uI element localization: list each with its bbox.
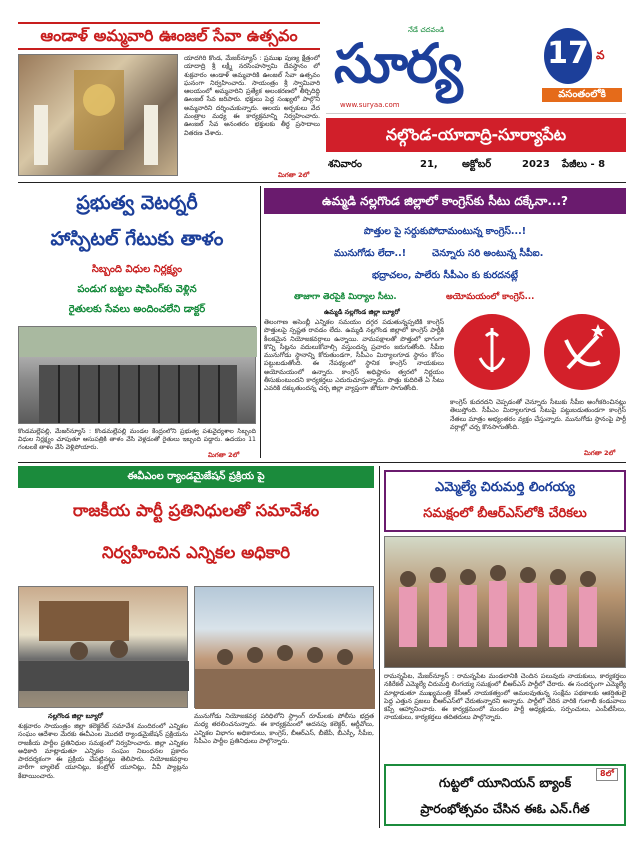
congress-q4b: అయోమయంలో కాంగ్రెస్... <box>446 292 535 302</box>
dateline-month: అక్టోబర్ <box>462 159 492 170</box>
anniversary-number: 17 <box>547 36 589 71</box>
top-story-more: మిగతా 2లో <box>278 171 310 179</box>
evm-story <box>18 466 374 828</box>
evm-headline-1: రాజకీయ పార్టీ ప్రతినిధులతో సమావేశం <box>72 501 320 520</box>
rule-top <box>18 182 626 183</box>
vet-headline-2: హాస్పిటల్ గేటుకు తాళం <box>50 228 224 250</box>
evm-kicker: ఈవీఎంల ర్యాండమైజేషన్ ప్రక్రియ పై <box>18 466 374 488</box>
evm-meeting-photo-1 <box>18 586 188 708</box>
temple-photo <box>18 54 178 176</box>
mla-group-photo <box>384 536 626 668</box>
rule-vert-mid <box>260 186 261 458</box>
dateline-day: శనివారం <box>328 159 362 170</box>
evm-meeting-photo-2 <box>194 586 374 708</box>
union-bank-box <box>384 764 626 826</box>
congress-q1: పొత్తుల పై సర్దుకుపోదామంటున్న కాంగ్రెస్...! <box>363 226 527 237</box>
mla-story <box>384 470 626 760</box>
evm-meeting-art-2 <box>195 587 375 709</box>
vet-sub-1: సిబ్బంది విధుల నిర్లక్ష్యం <box>91 264 183 275</box>
congress-body: తెలంగాణ అసెంబ్లీ ఎన్నికల సమయం దగ్గర పడుతున్నప్పటికి కాంగ్రెస్ పొత్తులపై స్పష్టత రావడం లేదు. ఉమ్మడి నల్లగొండ జిల్లాలో కాంగ్రెస్ పార్టీకి కీలకమైన నియోజకవర్గాలు ఉన్నాయి. వామపక్షాలతో పొత్తులో భాగంగా కొన్ని సీట్లను వదులుకోవాల్సి వస్తుందన్న ప్రచారం జరుగుతోంది. సీపీఐ మునుగోడు స్థానాన్ని కోరుతుండగా, సీపీఎం మిర్యాలగూడ స్థానం కోసం పట్టుబడుతోంది. ఈ నేపథ్యంలో స్థానిక కాంగ్రెస్ నాయకులు అయోమయంలో ఉన్నారు. కాంగ్రెస్ అధిష్టానం త్వరలో నిర్ణయం తీసుకుంటుందని కార్యకర్తలు ఎదురుచూస్తున్నారు. పొత్తు కుదిరితే ఏ సీటు ఎవరికి దక్కుతుందన్న చర్చ జిల్లా వ్యాప్తంగా జోరుగా సాగుతోంది. <box>264 318 444 393</box>
vet-sub-2: పండుగ బట్టల షాపింగ్‌కు వెళ్లిన <box>77 284 197 295</box>
top-story-body: యాదగిరి కొండ, మేజర్‌న్యూస్ : ప్రముఖ పుణ్య క్షేత్రంలో యాదాద్రి శ్రీ లక్ష్మీ నరసింహస్వామి దేవస్థానం లో శుక్రవారం ఆండాళ్ అమ్మవారికి ఊంజల్ సేవా ఉత్సవం ఘనంగా నిర్వహించారు. సాయంత్రం శ్రీ స్వామివారి ఆలయంలో అమ్మవారిని ప్రత్యేక అలంకరణలో తీర్చిదిద్ది ఊంజల్ సేవ జరిపారు. భక్తులు పెద్ద సంఖ్యలో పాల్గొని అమ్మవారిని దర్శించుకున్నారు. ఆలయ అర్చకులు వేద మంత్రాల మధ్య ఈ కార్యక్రమాన్ని నిర్వహించారు. ఊంజల్ సేవ అనంతరం భక్తులకు తీర్థ ప్రసాదాలు వితరణ చేశారు. <box>184 54 320 137</box>
congress-story <box>264 186 626 458</box>
rule-mid <box>18 462 626 463</box>
anniversary-text: వసంతంలోకి <box>542 88 622 102</box>
evm-body-2: మునుగోడు నియోజకవర్గ పరిధిలోని స్ట్రాంగ్ రూమ్‌లకు పోలీసు భద్రత మధ్య తరలించనున్నారు. ఈ కార్యక్రమంలో అదనపు కలెక్టర్, ఆర్డీవోలు, ఎన్నికల విభాగం అధికారులు, కాంగ్రెస్, బీఆర్ఎస్, బీజేపీ, బీఎస్పీ, సీపీఐ, సీపీఎం పార్టీల ప్రతినిధులు పాల్గొన్నారు. <box>194 712 374 745</box>
evm-body-1: శుక్రవారం సాయంత్రం జిల్లా కలెక్టరేట్ సమావేశ మందిరంలో ఎన్నికల సంఘం ఆదేశాల మేరకు ఈవీఎంల మొదటి ర్యాండమైజేషన్ ప్రక్రియను రాజకీయ పార్టీల ప్రతినిధుల సమక్షంలో నిర్వహించారు. జిల్లా ఎన్నికల అధికారి మాట్లాడుతూ ఎన్నికల సంఘం నిబంధనల ప్రకారం పారదర్శకంగా ఈ ప్రక్రియ చేపట్టినట్లు తెలిపారు. నియోజకవర్గాల వారీగా బ్యాలెట్ యూనిట్లు, కంట్రోల్ యూనిట్లు, వీవీ ప్యాట్లను కేటాయించారు. <box>18 722 188 780</box>
anniversary-badge <box>544 28 592 84</box>
party-symbols-art <box>450 310 626 394</box>
temple-photo-art <box>19 55 179 177</box>
hospital-gate-photo <box>18 326 256 424</box>
anniversary-suffix: వ <box>596 48 605 62</box>
masthead-tagline: నేడే చదవండి <box>408 26 445 34</box>
congress-q2b: చెన్నూరు సరి అంటున్న సీపీఐ. <box>432 248 544 259</box>
edition-banner: నల్గొండ-యాదాద్రి-సూర్యాపేట <box>326 118 626 152</box>
congress-byline: ఉమ్మడి నల్లగొండ జిల్లా బ్యూరో <box>324 308 400 316</box>
top-story-box <box>18 22 320 182</box>
mla-group-art <box>385 537 627 669</box>
rule-vert-lower <box>379 466 380 828</box>
top-story-headline: ఆండాళ్ అమ్మవారి ఊంజల్ సేవా ఉత్సవం <box>18 22 320 50</box>
evm-byline: నల్లగొండ జిల్లా బ్యూరో <box>48 712 104 720</box>
mla-headline-box <box>384 470 626 532</box>
union-bank-badge: 8లో <box>596 768 618 781</box>
evm-headline-2: నిర్వహించిన ఎన్నికల అధికారి <box>101 543 291 562</box>
congress-body-2: కాంగ్రెస్ కుదరదని చెప్పడంతో చెన్నూరు సీటుకు సీపీఐ అంగీకరించినట్లు తెలుస్తోంది. సీపీఎం మిర్యాలగూడ సీటుపై పట్టుబడుతుండగా కాంగ్రెస్ నేతలు మాత్రం అభ్యంతరం వ్యక్తం చేస్తున్నారు. మునుగోడు స్థానంపై పార్టీ వర్గాల్లో చర్చ కొనసాగుతోంది. <box>450 398 626 431</box>
union-bank-line-2: ప్రారంభోత్సవం చేసిన ఈఓ ఎన్.గీత <box>420 801 590 816</box>
vet-more: మిగతా 2లో <box>208 451 240 459</box>
congress-more: మిగతా 2లో <box>584 449 616 457</box>
mla-headline-2: సమక్షంలో బీఆర్‌ఎస్‌లోకి చేరికలు <box>423 506 587 521</box>
vet-headline-1: ప్రభుత్వ వెటర్నరీ <box>76 192 198 214</box>
dateline <box>326 156 626 174</box>
union-bank-line-1: గుట్టలో యూనియన్ బ్యాంక్ <box>438 775 572 790</box>
congress-q3: భద్రాచలం, పాలేరు సీపీఎం కు కురదనట్లే <box>372 270 518 281</box>
mla-body: రామన్నపేట, మేజర్‌న్యూస్ : రామన్నపేట మండలానికి చెందిన పలువురు నాయకులు, కార్యకర్తలు నకిరేకల్ ఎమ్మెల్యే చిరుమర్తి లింగయ్య సమక్షంలో బీఆర్‌ఎస్ పార్టీలో చేరారు. ఈ సందర్భంగా ఎమ్మెల్యే మాట్లాడుతూ ముఖ్యమంత్రి కేసీఆర్ నాయకత్వంలో అమలవుతున్న సంక్షేమ పథకాలకు ఆకర్షితులై పెద్ద ఎత్తున ప్రజలు బీఆర్‌ఎస్‌లో చేరుతున్నారని అన్నారు. పార్టీలో చేరిన వారికి గులాబీ కండువాలు కప్పి ఆహ్వానించారు. ఈ కార్యక్రమంలో మండల పార్టీ అధ్యక్షుడు, సర్పంచులు, ఎంపీటీసీలు, నాయకులు, కార్యకర్తలు తదితరులు పాల్గొన్నారు. <box>384 672 626 722</box>
congress-q4a: తాజాగా తెరపైకి మిర్యాల సీటు. <box>294 292 397 302</box>
party-symbols <box>450 310 626 394</box>
congress-headline: ఉమ్మడి నల్లగొండ జిల్లాలో కాంగ్రెస్‌కు సీటు దక్కేనా...? <box>264 188 626 214</box>
masthead <box>326 22 626 180</box>
dateline-year: 2023 <box>522 159 550 170</box>
congress-q2a: మునుగోడు లేదా..! <box>334 248 407 259</box>
masthead-logo-area <box>326 22 626 114</box>
masthead-logo: సూర్య <box>334 32 461 95</box>
dateline-pages: పేజీలు - 8 <box>562 159 606 170</box>
vet-sub-3: రైతులకు సేవలు అందించలేని డాక్టర్ <box>68 304 206 315</box>
mla-headline-1: ఎమ్మెల్యే చిరుమర్తి లింగయ్య <box>434 480 576 495</box>
evm-meeting-art-1 <box>19 587 189 709</box>
dateline-date: 21, <box>420 159 438 170</box>
vet-caption: కొండమల్లేపల్లి, మేజర్‌న్యూస్ : కొండమల్లేపల్లి మండల కేంద్రంలోని ప్రభుత్వ పశువైద్యశాల సిబ్బంది విధుల నిర్లక్ష్యం చూపుతూ ఆసుపత్రికి తాళం వేసి వెళ్లడంతో రైతులు ఇబ్బంది పడ్డారు. ఉదయం 11 గంటలకే తాళం వేసి వెళ్లిపోయారు. <box>18 428 256 451</box>
masthead-website: www.suryaa.com <box>340 101 400 109</box>
hospital-gate-art <box>19 327 257 425</box>
vet-story <box>18 186 256 458</box>
